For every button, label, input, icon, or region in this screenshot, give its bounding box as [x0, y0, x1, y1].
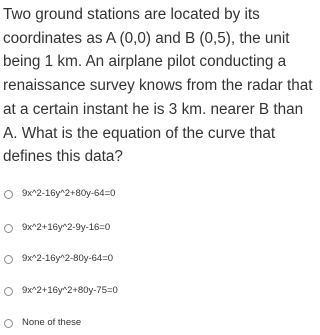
radio-button[interactable]: [4, 255, 13, 264]
answer-option-3[interactable]: [4, 252, 113, 266]
radio-button[interactable]: [4, 287, 13, 296]
question-line: defines this data?: [3, 148, 123, 166]
answer-option-label: 9x^2-16y^2+80y-64=0: [22, 188, 116, 199]
question-line: coordinates as A (0,0) and B (0,5), the unit: [3, 29, 290, 47]
answer-option-label: None of these: [22, 317, 82, 328]
question-line: A. What is the equation of the curve that: [3, 124, 276, 142]
question-line: being 1 km. An airplane pilot conducting a: [3, 53, 287, 71]
radio-button[interactable]: [4, 224, 13, 233]
answer-option-1[interactable]: [4, 187, 115, 201]
answer-option-4[interactable]: [4, 284, 118, 298]
answer-option-label: 9x^2-16y^2-80y-64=0: [22, 253, 114, 264]
radio-button[interactable]: [4, 319, 13, 328]
question-line: renaissance survey knows from the radar that: [3, 77, 313, 95]
answer-option-label: 9x^2+16y^2-9y-16=0: [22, 222, 111, 233]
question-line: at a certain instant he is 3 km. nearer B than: [3, 100, 304, 118]
answer-option-5[interactable]: [4, 316, 81, 330]
answer-option-label: 9x^2+16y^2+80y-75=0: [22, 285, 118, 296]
question-line: Two ground stations are located by its: [3, 6, 260, 23]
radio-button[interactable]: [4, 190, 13, 199]
answer-option-2[interactable]: [4, 221, 110, 235]
